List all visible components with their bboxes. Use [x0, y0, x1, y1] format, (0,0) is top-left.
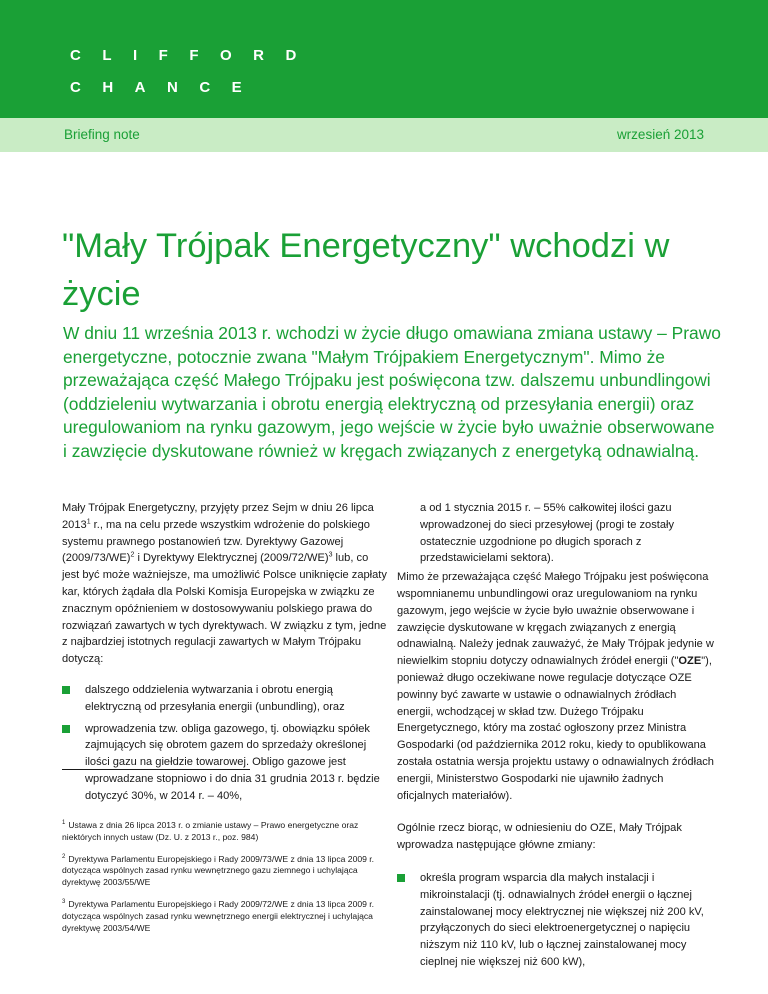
footnote-divider: [62, 769, 250, 770]
intro-paragraph: Mały Trójpak Energetyczny, przyjęty przez Sejm w dniu 26 lipca 2013$^1$ r., ma na celu przede wszystkim wdrożenie do polskiego systemu prawnego postanowień tzw. Dyrektywy Gazowej $(2009/73/WE)^2$ i Dyrektywy Elektrycznej $(2009/72/WE)^3$ lub, co jest być może ważniejsze, ma umożliwić Polsce uniknięcie zapłaty kar, których żądała dla Polski Komisja Europejska w związku ze znacznym opóźnieniem w dostosowywaniu polskiego prawa do rozwiązań zawartych w tych dyrektywach. W związku z tym, jedne z najbardziej istotnych regulacji zawartych w Małym Trójpaku dotyczą:: [62, 502, 387, 666]
oze-paragraph: Mimo że przeważająca część Małego Trójpaku jest poświęcona wspomnianemu unbundlingowi oraz uregulowaniom na rynku gazowym, jego wejście w życie było uważnie obserwowane i zawzięcie dyskutowane w kręgach związanych z energią odnawialną. Należy jednak zauważyć, że Mały Trójpak jedynie w niewielkim stopniu dotyczy odnawialnych źródeł energii ("OZE"), ponieważ długo oczekiwane nowe regulacje dotyczące OZE powinny być zawarte w ustawie o odnawialnych źródłach energii, wchodzącej w skład tzw. Dużego Trójpaku Energetycznego, który ma zostać ogłoszony przez Ministra Gospodarki (od października 2012 roku, kiedy to opublikowana została ostatnia wersja projektu ustawy o odnawialnych źródłach energii, Ministerstwo Gospodarki nie ujawniło żadnych oficjalnych materiałów).: [397, 571, 714, 802]
footnote: $^3$ Dyrektywa Parlamentu Europejskiego i Rady 2009/72/WE z dnia 13 lipca 2009 r. dotycząca wspólnych zasad rynku wewnętrznego energii elektrycznej i uchylająca dyrektywę 2003/54/WE: [62, 898, 375, 933]
sub-header-band: [0, 118, 768, 152]
footnote-ref-2: 2: [130, 551, 135, 559]
footnote-ref-1: 1: [86, 518, 91, 526]
clifford-chance-logo: [70, 40, 318, 104]
list-item: wprowadzenia tzw. obliga gazowego, tj. obowiązku spółek zajmujących się obrotem gazem do sprzedaży określonej ilości gazu na giełdzie towarowej. Obligo gazowe jest wprowadzane stopniowo i do dnia 31 grudnia 2013 r. będzie dotyczyć 30%, w 2014 r. – 40%,: [62, 721, 387, 805]
bullet-square-icon: [397, 874, 405, 882]
changes-intro-paragraph: Ogólnie rzecz biorąc, w odniesieniu do OZE, Mały Trójpak wprowadza następujące główne zmiany:: [397, 822, 682, 852]
doc-type-label: Briefing note: [64, 127, 140, 142]
logo-line-1: CLIFFORD: [70, 47, 318, 64]
bullet-square-icon: [62, 725, 70, 733]
oze-abbrev: OZE: [678, 655, 702, 668]
bullet-continuation: a od 1 stycznia 2015 r. – 55% całkowitej ilości gazu wprowadzonej do sieci przesyłowej (progi te zostały ostatecznie uzgodnione po długich sporach z przedstawicielami sektora).: [420, 502, 675, 565]
list-item: dalszego oddzielenia wytwarzania i obrotu energią elektryczną od przesyłania energii (unbundling), oraz: [62, 682, 387, 716]
left-column: [62, 500, 387, 810]
date-label: wrzesień 2013: [616, 127, 704, 142]
footnote: $^2$ Dyrektywa Parlamentu Europejskiego i Rady 2009/73/WE z dnia 13 lipca 2009 r. dotycząca wspólnych zasad rynku wewnętrznego gazu ziemnego i uchylająca dyrektywę 2003/55/WE: [62, 853, 375, 888]
lead-paragraph: W dniu 11 września 2013 r. wchodzi w życie długo omawiana zmiana ustawy – Prawo energetyczne, potocznie zwana "Małym Trójpakiem Energetycznym". Mimo że przeważająca część Małego Trójpaku jest poświęcona tzw. dalszemu unbundlingowi (oddzieleniu wytwarzania i obrotu energią elektryczną od przesyłania energii) oraz uregulowaniom na rynku gazowym, jego wejście w życie było uważnie obserwowane i zawzięcie dyskutowane również w kręgach związanych z energetyką odnawialną.: [63, 323, 721, 461]
footnote-ref-3: 3: [328, 551, 333, 559]
footnote: $^1$ Ustawa z dnia 26 lipca 2013 r. o zmianie ustawy – Prawo energetyczne oraz niektórych innych ustaw (Dz. U. z 2013 r., poz. 984): [62, 820, 359, 842]
bullet-square-icon: [62, 686, 70, 694]
right-bullet-list: [397, 870, 715, 971]
footnotes: [62, 820, 377, 944]
left-bullet-list: [62, 682, 387, 805]
header-band: [0, 0, 768, 118]
logo-line-2: CHANCE: [70, 79, 264, 96]
document-title: "Mały Trójpak Energetyczny" wchodzi w życie: [62, 227, 670, 313]
right-column: [397, 500, 715, 976]
list-item: określa program wsparcia dla małych instalacji i mikroinstalacji (tj. odnawialnych źródeł energii o łącznej zainstalowanej mocy elektrycznej nie większej niż 200 kV, przyłączonych do sieci elektroenergetycznej o napięciu niższym niż 110 kV, lub o łącznej zainstalowanej mocy cieplnej nie większej niż 600 kW),: [397, 870, 715, 971]
